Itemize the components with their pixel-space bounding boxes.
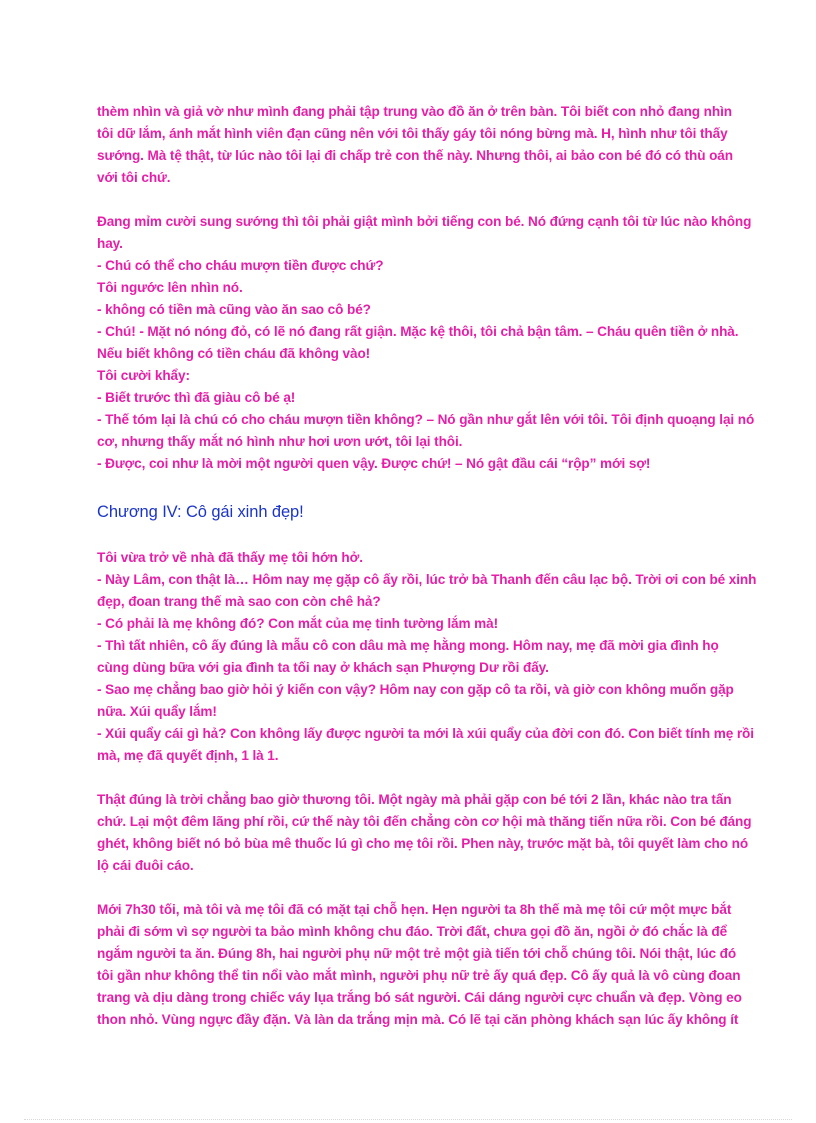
paragraph-gap	[97, 767, 737, 789]
text-line: Mới 7h30 tối, mà tôi và mẹ tôi đã có mặt tại chỗ hẹn. Hẹn người ta 8h thế mà mẹ tôi cứ một mực bắt	[97, 902, 732, 917]
text-line: đẹp, đoan trang thế mà sao con còn chê hả?	[97, 594, 381, 609]
dialogue-line: - Được, coi như là mời một người quen vậy. Được chứ! – Nó gật đầu cái “rộp” mới sợ!	[97, 456, 651, 471]
dialogue-line: - không có tiền mà cũng vào ăn sao cô bé?	[97, 302, 371, 317]
dialogue-line: - Biết trước thì đã giàu cô bé ạ!	[97, 390, 296, 405]
text-line: Đang mỉm cười sung sướng thì tôi phải giật mình bởi tiếng con bé. Nó đứng cạnh tôi từ lúc nào không	[97, 214, 752, 229]
dialogue-line: - Thì tất nhiên, cô ấy đúng là mẫu cô con dâu mà mẹ hằng mong. Hôm nay, mẹ đã mời gia đình họ	[97, 638, 719, 653]
dialogue-line: - Này Lâm, con thật là… Hôm nay mẹ gặp cô ấy rồi, lúc trở bà Thanh đến câu lạc bộ. Trời ơi con bé xinh	[97, 572, 757, 587]
text-line: Thật đúng là trời chẳng bao giờ thương tôi. Một ngày mà phải gặp con bé tới 2 lần, khác nào tra tấn	[97, 792, 732, 807]
text-line: Tôi vừa trở về nhà đã thấy mẹ tôi hớn hở.	[97, 550, 363, 565]
dialogue-line: - Có phải là mẹ không đó? Con mắt của mẹ tinh tường lắm mà!	[97, 616, 499, 631]
paragraph-gap	[97, 189, 737, 211]
text-line: phải đi sớm vì sợ người ta bảo mình không chu đáo. Trời đất, chưa gọi đồ ăn, ngồi ở đó chắc là để	[97, 924, 728, 939]
text-line: ngắm người ta ăn. Đúng 8h, hai người phụ nữ một trẻ một già tiến tới chỗ chúng tôi. Nói thật, lúc đó	[97, 946, 737, 961]
page-bottom-divider	[24, 1119, 792, 1120]
text-line: nữa. Xúi quẩy lắm!	[97, 704, 217, 719]
dialogue-line: - Sao mẹ chẳng bao giờ hỏi ý kiến con vậy? Hôm nay con gặp cô ta rồi, và giờ con không muốn gặp	[97, 682, 734, 697]
document-body	[97, 101, 757, 1031]
text-line: tôi gần như không thể tin nổi vào mắt mình, người phụ nữ trẻ ấy quá đẹp. Cô ấy quả là vô cùng đoan	[97, 968, 741, 983]
text-line: tôi dữ lắm, ánh mắt hình viên đạn cũng nên với tôi thấy gáy tôi nóng bừng mà. H, hình như tôi thấy	[97, 126, 728, 141]
text-line: cơ, nhưng thấy mắt nó hình như hơi ươn ướt, tôi lại thôi.	[97, 434, 463, 449]
paragraph-gap	[97, 475, 737, 497]
chapter-heading: Chương IV: Cô gái xinh đẹp!	[97, 503, 304, 521]
paragraph-1	[97, 101, 737, 189]
text-line: mà, mẹ đã quyết định, 1 là 1.	[97, 748, 279, 763]
text-line: thon nhỏ. Vùng ngực đầy đặn. Và làn da trắng mịn mà. Có lẽ tại căn phòng khách sạn lúc ấy không ít	[97, 1012, 739, 1027]
text-line: lộ cái đuôi cáo.	[97, 858, 194, 873]
text-line: thèm nhìn và giả vờ như mình đang phải tập trung vào đồ ăn ở trên bàn. Tôi biết con nhỏ đang nhìn	[97, 104, 732, 119]
text-line: Nếu biết không có tiền cháu đã không vào!	[97, 346, 371, 361]
paragraph-2	[97, 211, 755, 475]
dialogue-line: - Chú! - Mặt nó nóng đỏ, có lẽ nó đang rất giận. Mặc kệ thôi, tôi chả bận tâm. – Cháu quên tiền ở nhà.	[97, 324, 739, 339]
text-line: chứ. Lại một đêm lãng phí rồi, cứ thế này tôi đến chẳng còn cơ hội mà thăng tiến nữa rồi. Con bé đáng	[97, 814, 752, 829]
text-line: hay.	[97, 236, 123, 251]
text-line: cùng dùng bữa với gia đình ta tối nay ở khách sạn Phượng Dư rồi đấy.	[97, 660, 549, 675]
paragraph-3	[97, 547, 757, 767]
paragraph-5	[97, 899, 742, 1031]
dialogue-line: - Thế tóm lại là chú có cho cháu mượn tiền không? – Nó gần như gắt lên với tôi. Tôi định quoạng lại nó	[97, 412, 755, 427]
text-line: ghét, không biết nó bỏ bùa mê thuốc lú gì cho mẹ tôi rồi. Phen này, trước mặt bà, tôi quyết làm cho nó	[97, 836, 749, 851]
dialogue-line: - Xúi quẩy cái gì hả? Con không lấy được người ta mới là xúi quẩy của đời con đó. Con biết tính mẹ rồi	[97, 726, 754, 741]
paragraph-gap	[97, 877, 737, 899]
text-line: Tôi ngước lên nhìn nó.	[97, 280, 243, 295]
text-line: trang và dịu dàng trong chiếc váy lụa trắng bó sát người. Cái dáng người cực chuẩn và đẹp. Vòng eo	[97, 990, 742, 1005]
dialogue-line: - Chú có thể cho cháu mượn tiền được chứ?	[97, 258, 384, 273]
paragraph-4	[97, 789, 752, 877]
text-line: sướng. Mà tệ thật, từ lúc nào tôi lại đi chấp trẻ con thế này. Nhưng thôi, ai bảo con bé đó có thù oán	[97, 148, 733, 163]
text-line: với tôi chứ.	[97, 170, 171, 185]
text-line: Tôi cười khẩy:	[97, 368, 190, 383]
